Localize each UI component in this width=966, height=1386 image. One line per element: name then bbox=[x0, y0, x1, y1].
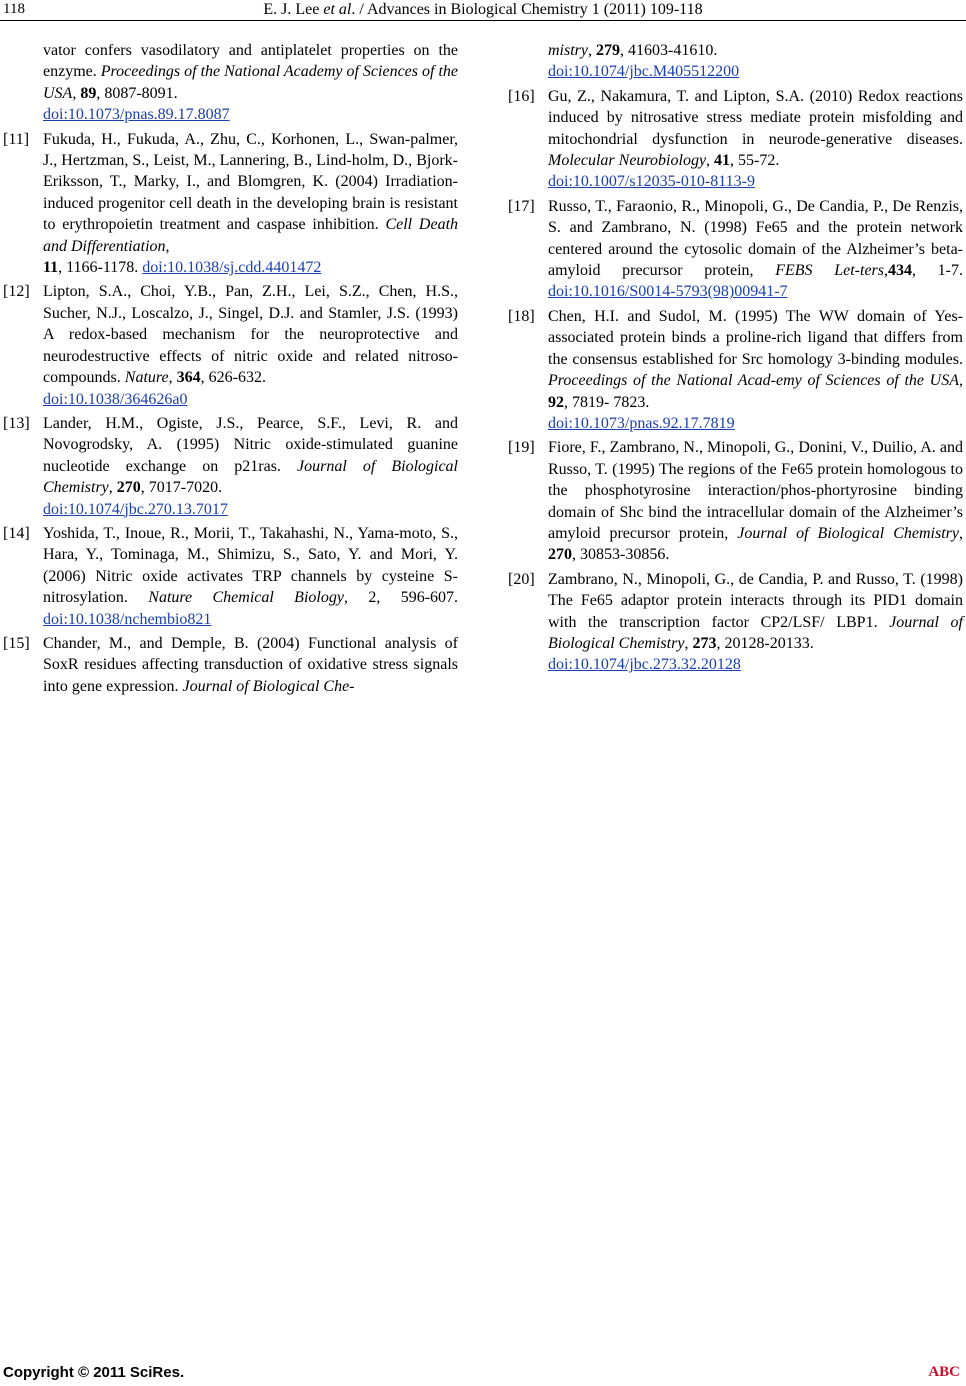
journal-logo: ABC bbox=[928, 1364, 960, 1380]
reference-11: [11] Fukuda, H., Fukuda, A., Zhu, C., Korhonen, L., Swan-palmer, J., Hertzman, S., Leist, M., Lannering, B., Lind-holm, D., Bjork-Eriksson, T., Marky, I., and Blomgren, K. (2004) Irradiation-induced progenitor cell death in the developing brain is resistant to erythropoietin treatment and caspase inhibition. Cell Death and Differentiation, 11, 1166-1178. doi:10.1038/sj.cdd.4401472 bbox=[3, 130, 459, 277]
header-rule bbox=[0, 20, 966, 21]
right-column bbox=[508, 40, 963, 676]
running-title: E. J. Lee et al. / Advances in Biological Chemistry 1 (2011) 109-118 bbox=[263, 1, 703, 18]
page-number: 118 bbox=[3, 1, 25, 17]
doi-link[interactable]: doi:10.1038/nchembio821 bbox=[43, 610, 212, 628]
doi-link[interactable]: doi:10.1038/sj.cdd.4401472 bbox=[142, 259, 322, 277]
doi-link[interactable]: doi:10.1007/s12035-010-8113-9 bbox=[548, 173, 755, 191]
doi-link[interactable]: doi:10.1074/jbc.M405512200 bbox=[548, 63, 740, 81]
reference-continuation: vator confers vasodilatory and antiplatelet properties on the enzyme. Proceedings of the National Academy of Sciences of the USA, 89, 8087-8091. doi:10.1073/pnas.89.17.8087 bbox=[43, 42, 458, 124]
doi-link[interactable]: doi:10.1016/S0014-5793(98)00941-7 bbox=[548, 283, 788, 301]
doi-link[interactable]: doi:10.1073/pnas.89.17.8087 bbox=[43, 106, 230, 124]
reference-19: [19] Fiore, F., Zambrano, N., Minopoli, G., Donini, V., Duilio, A. and Russo, T. (1995) The regions of the Fe65 protein homologous to the phosphotyrosine interaction/phos-phortyrosine binding domain of Shc bind the intracellular domain of the Alzheimer’s amyloid precursor protein, Journal of Biological Chemistry, 270, 30853-30856. bbox=[508, 439, 964, 564]
reference-12: [12] Lipton, S.A., Choi, Y.B., Pan, Z.H., Lei, S.Z., Chen, H.S., Sucher, N.J., Loscalzo, J., Singel, D.J. and Stamler, J.S. (1993) A redox-based mechanism for the neuroprotective and neurodestructive effects of nitric oxide and related nitroso-compounds. Nature, 364, 626-632. doi:10.1038/364626a0 bbox=[3, 283, 458, 408]
left-column bbox=[3, 40, 458, 697]
doi-link[interactable]: doi:10.1074/jbc.273.32.20128 bbox=[548, 656, 741, 674]
doi-link[interactable]: doi:10.1038/364626a0 bbox=[43, 390, 188, 408]
reference-continuation: mistry, 279, 41603-41610. doi:10.1074/jbc.M405512200 bbox=[548, 42, 740, 81]
copyright-notice: Copyright © 2011 SciRes. bbox=[3, 1364, 185, 1381]
reference-13: [13] Lander, H.M., Ogiste, J.S., Pearce, S.F., Levi, R. and Novogrodsky, A. (1995) Nitric oxide-stimulated guanine nucleotide exchange on p21ras. Journal of Biological Chemistry, 270, 7017-7020. doi:10.1074/jbc.270.13.7017 bbox=[3, 414, 458, 518]
reference-14: [14] Yoshida, T., Inoue, R., Morii, T., Takahashi, N., Yama-moto, S., Hara, Y., Tominaga, M., Shimizu, S., Sato, Y. and Mori, Y. (2006) Nitric oxide activates TRP channels by cysteine S-nitrosylation. Nature Chemical Biology, 2, 596-607. doi:10.1038/nchembio821 bbox=[3, 524, 459, 628]
running-header bbox=[0, 0, 966, 22]
page-footer bbox=[0, 1364, 966, 1386]
reference-17: [17] Russo, T., Faraonio, R., Minopoli, G., De Candia, P., De Renzis, S. and Zambrano, N. (1998) Fe65 and the protein network centered around the cytosolic domain of the Alzheimer’s beta-amyloid precursor protein, FEBS Let-ters,434, 1-7. doi:10.1016/S0014-5793(98)00941-7 bbox=[508, 197, 964, 301]
reference-15: [15] Chander, M., and Demple, B. (2004) Functional analysis of SoxR residues affecting transduction of oxidative stress signals into gene expression. Journal of Biological Che- bbox=[3, 634, 458, 695]
doi-link[interactable]: doi:10.1073/pnas.92.17.7819 bbox=[548, 414, 735, 432]
reference-18: [18] Chen, H.I. and Sudol, M. (1995) The WW domain of Yes-associated protein binds a proline-rich ligand that differs from the consensus established for Src homology 3-binding modules. Proceedings of the National Acad-emy of Sciences of the USA, 92, 7819- 7823. doi:10.1073/pnas.92.17.7819 bbox=[508, 307, 963, 432]
reference-16: [16] Gu, Z., Nakamura, T. and Lipton, S.A. (2010) Redox reactions induced by nitrosative stress mediate protein misfolding and mitochondrial dysfunction in neurode-generative diseases. Molecular Neurobiology, 41, 55-72. doi:10.1007/s12035-010-8113-9 bbox=[508, 87, 963, 191]
reference-20: [20] Zambrano, N., Minopoli, G., de Candia, P. and Russo, T. (1998) The Fe65 adaptor protein interacts through its PID1 domain with the transcription factor CP2/LSF/ LBP1. Journal of Biological Chemistry, 273, 20128-20133. doi:10.1074/jbc.273.32.20128 bbox=[508, 570, 963, 674]
doi-link[interactable]: doi:10.1074/jbc.270.13.7017 bbox=[43, 500, 228, 518]
